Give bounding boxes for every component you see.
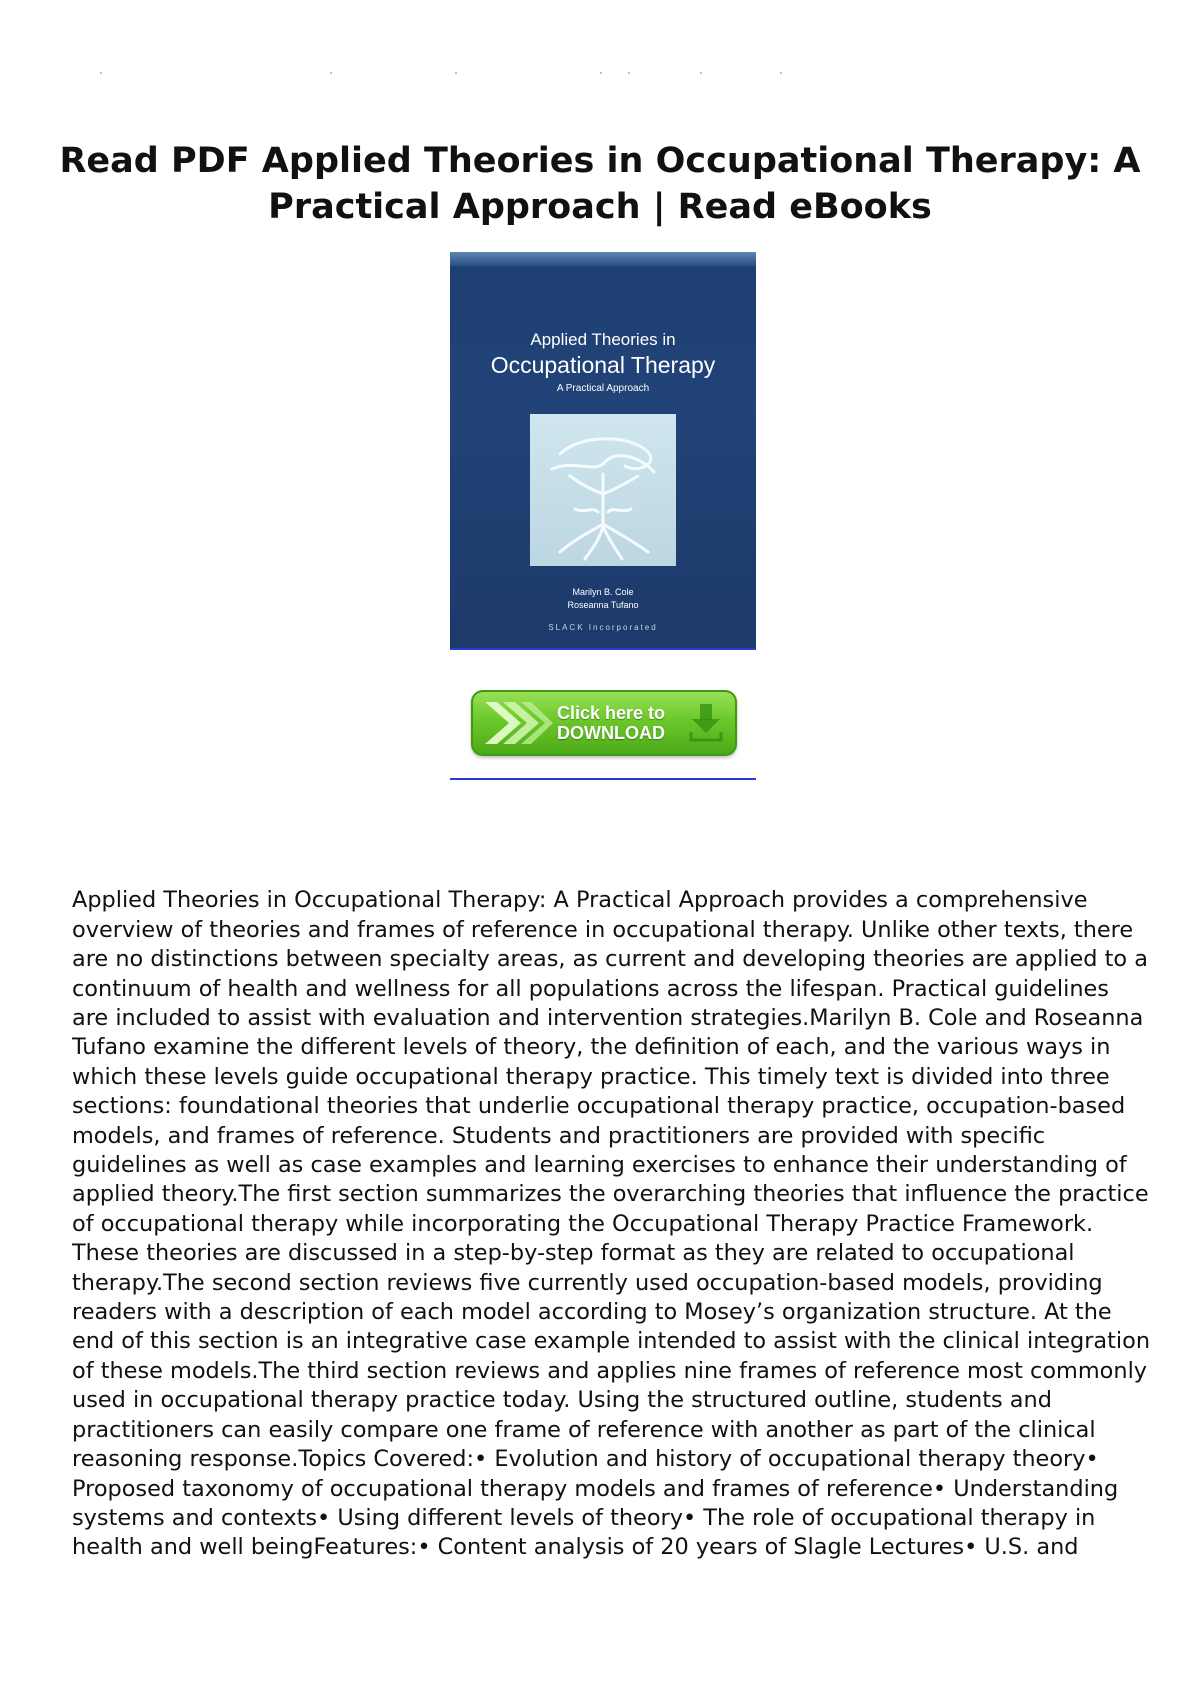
page-title: Read PDF Applied Theories in Occupational Therapy: A Practical Approach | Read eBooks bbox=[59, 141, 1141, 228]
cover-top-band bbox=[450, 252, 756, 266]
download-link[interactable] bbox=[450, 690, 758, 780]
cover-publisher: SLACK Incorporated bbox=[548, 623, 658, 632]
book-description: Applied Theories in Occupational Therapy: A Practical Approach provides a comprehensive overview of theories and frames of reference in occupational therapy. Unlike other texts, there are no distinctions between specialty areas, as current and developing theories are applied to a continuum of health and wellness for all populations across the lifespan. Practical guidelines are included to assist with evaluation and intervention strategies.Marilyn B. Cole and Roseanna Tufano examine the different levels of theory, the definition of each, and the various ways in which these levels guide occupational therapy practice. This timely text is divided into three sections: foundational theories that underlie occupational therapy practice, occupation-based models, and frames of reference. Students and practitioners are provided with specific guidelines as well as case examples and learning exercises to enhance their understanding of applied theory.The first section summarizes the overarching theories that influence the practice of occupational therapy while incorporating the Occupational Therapy Practice Framework. These theories are discussed in a step-by-step format as they are related to occupational therapy.The second section reviews five currently used occupation-based models, providing readers with a description of each model according to Mosey’s organization structure. At the end of this section is an integrative case example intended to assist with the clinical integration of these models.The third section reviews and applies nine frames of reference most commonly used in occupational therapy practice today. Using the structured outline, students and practitioners can easily compare one frame of reference with another as part of the clinical reasoning response.Topics Covered:• Evolution and history of occupational therapy theory• Proposed taxonomy of occupational therapy models and frames of reference• Understanding systems and contexts• Using different levels of theory• The role of occupational therapy in health and well beingFeatures:• Content analysis of 20 years of Slagle Lectures• U.S. and bbox=[72, 887, 1151, 1561]
download-arrow-icon bbox=[689, 702, 723, 742]
tree-illustration bbox=[530, 414, 676, 566]
download-label bbox=[557, 703, 665, 743]
download-label-line2: DOWNLOAD bbox=[557, 723, 665, 743]
book-cover-link[interactable] bbox=[450, 252, 758, 650]
chevron-right-icon bbox=[483, 698, 553, 748]
cover-subtitle: A Practical Approach bbox=[556, 383, 650, 394]
download-button[interactable] bbox=[471, 690, 737, 756]
cover-title-line1: Applied Theories in bbox=[530, 330, 676, 349]
download-link-underline bbox=[450, 778, 756, 780]
cover-author-2: Roseanna Tufano bbox=[567, 600, 639, 610]
tree-icon bbox=[530, 414, 676, 566]
decorative-dots bbox=[100, 72, 800, 78]
cover-author-1: Marilyn B. Cole bbox=[572, 587, 634, 597]
book-cover bbox=[450, 252, 756, 648]
download-label-line1: Click here to bbox=[557, 703, 666, 723]
cover-link-underline bbox=[450, 648, 756, 650]
cover-title-line2: Occupational Therapy bbox=[490, 352, 716, 378]
